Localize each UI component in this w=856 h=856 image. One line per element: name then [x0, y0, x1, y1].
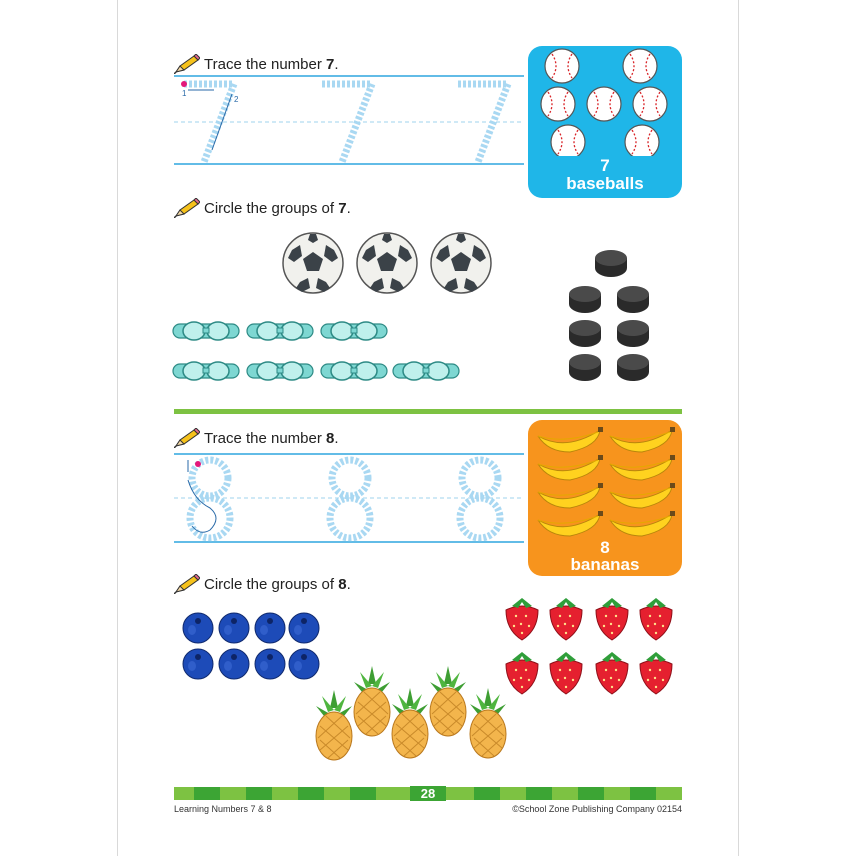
banana-icon [538, 455, 603, 480]
pineapple-icon [316, 690, 352, 760]
blueberry-icon [255, 613, 285, 643]
baseball-icon [633, 87, 667, 121]
section-divider [174, 409, 682, 414]
baseball-icon [625, 125, 659, 156]
soccer-balls-group[interactable] [282, 232, 496, 296]
banana-icon [610, 455, 675, 480]
blueberry-icon [219, 649, 249, 679]
banana-icon [538, 427, 603, 452]
baseball-icon [545, 49, 579, 83]
pineapple-icon [354, 666, 390, 736]
bananas-count: 8 [600, 538, 610, 557]
baseballs-count: 7 [600, 156, 610, 175]
hockey-puck-icon [595, 250, 627, 277]
circle-8-instruction [174, 574, 351, 594]
pencil-icon [174, 54, 200, 74]
banana-icon [610, 483, 675, 508]
strawberry-icon [596, 598, 628, 640]
instruction-text: Trace the number 7. [204, 55, 339, 73]
banana-icon [610, 427, 675, 452]
strawberry-icon [640, 652, 672, 694]
bananas-label: bananas [570, 555, 640, 574]
blueberry-icon [255, 649, 285, 679]
svg-text:1: 1 [182, 89, 187, 98]
instruction-text: Circle the groups of 7. [204, 199, 351, 217]
pencil-icon [174, 198, 200, 218]
pineapple-icon [430, 666, 466, 736]
hockey-pucks-group[interactable] [566, 246, 658, 388]
footer-copyright: ©School Zone Publishing Company 02154 [512, 804, 682, 814]
trace-8-instruction [174, 428, 339, 448]
goggles-group[interactable] [172, 316, 462, 392]
hockey-puck-icon [617, 320, 649, 347]
bananas-card [528, 420, 682, 576]
banana-icon [610, 511, 675, 536]
circle-7-instruction [174, 198, 351, 218]
goggles-icon [173, 322, 239, 340]
strawberry-icon [550, 598, 582, 640]
blueberry-icon [289, 613, 319, 643]
goggles-icon [321, 322, 387, 340]
strawberry-icon [506, 598, 538, 640]
baseball-icon [587, 87, 621, 121]
blueberries-group[interactable] [182, 612, 324, 684]
soccer-ball-icon [283, 233, 343, 293]
goggles-icon [247, 362, 313, 380]
svg-text:2: 2 [234, 95, 239, 104]
pencil-icon [174, 428, 200, 448]
baseball-icon [623, 49, 657, 83]
pencil-icon [174, 574, 200, 594]
hockey-puck-icon [569, 286, 601, 313]
trace-7-instruction [174, 54, 339, 74]
hockey-puck-icon [569, 354, 601, 381]
blueberry-icon [183, 613, 213, 643]
baseball-icon [541, 87, 575, 121]
pineapples-group[interactable] [312, 666, 512, 778]
goggles-icon [247, 322, 313, 340]
instruction-text: Trace the number 8. [204, 429, 339, 447]
trace-7-lines[interactable] [174, 74, 526, 170]
instruction-text: Circle the groups of 8. [204, 575, 351, 593]
blueberry-icon [183, 649, 213, 679]
goggles-icon [173, 362, 239, 380]
baseball-icon [551, 125, 585, 156]
goggles-icon [321, 362, 387, 380]
blueberry-icon [219, 613, 249, 643]
pineapple-icon [392, 688, 428, 758]
page-number: 28 [410, 786, 446, 801]
baseballs-label: baseballs [566, 174, 644, 193]
goggles-icon [393, 362, 459, 380]
banana-icon [538, 511, 603, 536]
hockey-puck-icon [617, 286, 649, 313]
soccer-ball-icon [431, 233, 491, 293]
hockey-puck-icon [617, 354, 649, 381]
footer-title: Learning Numbers 7 & 8 [174, 804, 272, 814]
banana-icon [538, 483, 603, 508]
trace-8-lines[interactable] [174, 452, 526, 548]
hockey-puck-icon [569, 320, 601, 347]
strawberry-icon [596, 652, 628, 694]
soccer-ball-icon [357, 233, 417, 293]
baseballs-card [528, 46, 682, 198]
strawberry-icon [640, 598, 672, 640]
strawberry-icon [550, 652, 582, 694]
pineapple-icon [470, 688, 506, 758]
strawberries-group[interactable] [502, 594, 680, 702]
